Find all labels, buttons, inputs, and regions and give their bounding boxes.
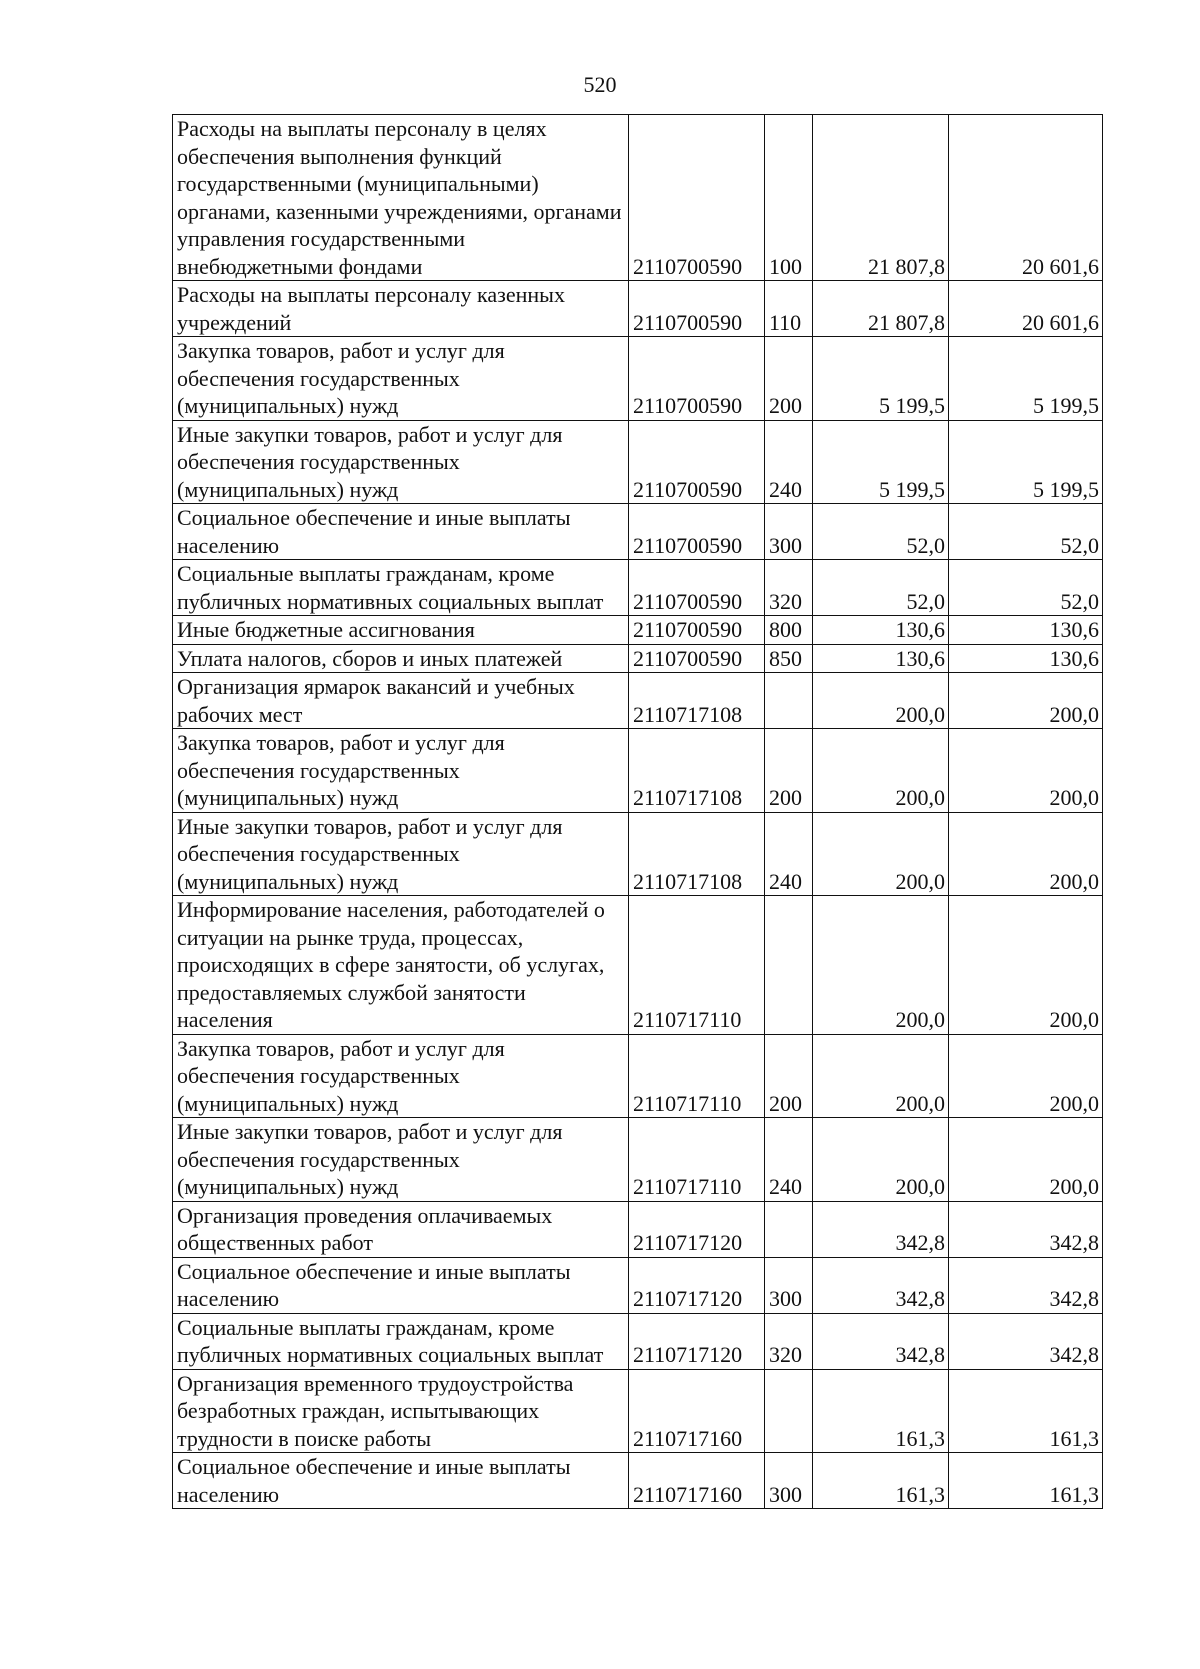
- table-row: [173, 337, 1103, 421]
- expense-type-cell: 300: [765, 1257, 813, 1313]
- amount-first-cell: 130,6: [813, 616, 949, 645]
- expense-name-cell: Организация ярмарок вакансий и учебных рабочих мест: [173, 673, 629, 729]
- table-row: [173, 729, 1103, 813]
- expense-name-cell: Расходы на выплаты персоналу казенных учреждений: [173, 281, 629, 337]
- expense-name-cell: Организация временного трудоустройства безработных граждан, испытывающих трудности в поиске работы: [173, 1369, 629, 1453]
- expense-name-cell: Организация проведения оплачиваемых общественных работ: [173, 1201, 629, 1257]
- amount-first-cell: 5 199,5: [813, 337, 949, 421]
- amount-second-cell: 5 199,5: [949, 337, 1103, 421]
- expense-type-cell: 240: [765, 420, 813, 504]
- amount-first-cell: 200,0: [813, 1034, 949, 1118]
- expense-name-cell: Закупка товаров, работ и услуг для обеспечения государственных (муниципальных) нужд: [173, 337, 629, 421]
- table-row: [173, 1034, 1103, 1118]
- table-row: [173, 115, 1103, 281]
- target-code-cell: 2110700590: [629, 644, 765, 673]
- expense-type-cell: 320: [765, 560, 813, 616]
- amount-first-cell: 21 807,8: [813, 281, 949, 337]
- target-code-cell: 2110717120: [629, 1201, 765, 1257]
- table-row: [173, 812, 1103, 896]
- amount-second-cell: 52,0: [949, 504, 1103, 560]
- amount-second-cell: 200,0: [949, 812, 1103, 896]
- target-code-cell: 2110717108: [629, 812, 765, 896]
- amount-second-cell: 5 199,5: [949, 420, 1103, 504]
- amount-second-cell: 200,0: [949, 729, 1103, 813]
- amount-first-cell: 342,8: [813, 1201, 949, 1257]
- table-row: [173, 896, 1103, 1035]
- amount-first-cell: 342,8: [813, 1257, 949, 1313]
- expense-type-cell: 200: [765, 337, 813, 421]
- amount-second-cell: 200,0: [949, 896, 1103, 1035]
- target-code-cell: 2110717160: [629, 1369, 765, 1453]
- expense-name-cell: Иные закупки товаров, работ и услуг для обеспечения государственных (муниципальных) нужд: [173, 420, 629, 504]
- expense-name-cell: Иные закупки товаров, работ и услуг для обеспечения государственных (муниципальных) нужд: [173, 1118, 629, 1202]
- amount-second-cell: 342,8: [949, 1313, 1103, 1369]
- target-code-cell: 2110700590: [629, 420, 765, 504]
- amount-first-cell: 161,3: [813, 1453, 949, 1509]
- target-code-cell: 2110700590: [629, 616, 765, 645]
- amount-first-cell: 200,0: [813, 1118, 949, 1202]
- amount-first-cell: 52,0: [813, 504, 949, 560]
- expense-type-cell: [765, 1201, 813, 1257]
- amount-second-cell: 161,3: [949, 1369, 1103, 1453]
- target-code-cell: 2110717110: [629, 1118, 765, 1202]
- table-row: [173, 560, 1103, 616]
- expense-name-cell: Социальное обеспечение и иные выплаты населению: [173, 504, 629, 560]
- expense-type-cell: 800: [765, 616, 813, 645]
- table-row: [173, 1369, 1103, 1453]
- target-code-cell: 2110700590: [629, 281, 765, 337]
- expense-name-cell: Иные бюджетные ассигнования: [173, 616, 629, 645]
- target-code-cell: 2110717108: [629, 673, 765, 729]
- expense-type-cell: 240: [765, 1118, 813, 1202]
- expense-type-cell: 100: [765, 115, 813, 281]
- expense-type-cell: [765, 673, 813, 729]
- table-row: [173, 420, 1103, 504]
- target-code-cell: 2110700590: [629, 337, 765, 421]
- table-row: [173, 1257, 1103, 1313]
- expense-type-cell: 320: [765, 1313, 813, 1369]
- expense-name-cell: Закупка товаров, работ и услуг для обеспечения государственных (муниципальных) нужд: [173, 1034, 629, 1118]
- target-code-cell: 2110700590: [629, 504, 765, 560]
- expense-name-cell: Информирование населения, работодателей о ситуации на рынке труда, процессах, происходящих в сфере занятости, об услугах, предоставляемых службой занятости населения: [173, 896, 629, 1035]
- target-code-cell: 2110700590: [629, 560, 765, 616]
- table-row: [173, 1118, 1103, 1202]
- amount-first-cell: 161,3: [813, 1369, 949, 1453]
- target-code-cell: 2110717108: [629, 729, 765, 813]
- expense-name-cell: Социальное обеспечение и иные выплаты населению: [173, 1257, 629, 1313]
- target-code-cell: 2110717120: [629, 1313, 765, 1369]
- table-row: [173, 1201, 1103, 1257]
- table-body: [173, 115, 1103, 1509]
- amount-second-cell: 20 601,6: [949, 281, 1103, 337]
- amount-second-cell: 200,0: [949, 673, 1103, 729]
- table-row: [173, 673, 1103, 729]
- amount-first-cell: 342,8: [813, 1313, 949, 1369]
- amount-second-cell: 20 601,6: [949, 115, 1103, 281]
- table-row: [173, 504, 1103, 560]
- expense-name-cell: Социальные выплаты гражданам, кроме публичных нормативных социальных выплат: [173, 1313, 629, 1369]
- expense-name-cell: Иные закупки товаров, работ и услуг для обеспечения государственных (муниципальных) нужд: [173, 812, 629, 896]
- expense-type-cell: 300: [765, 1453, 813, 1509]
- expense-type-cell: 850: [765, 644, 813, 673]
- amount-first-cell: 52,0: [813, 560, 949, 616]
- amount-second-cell: 130,6: [949, 644, 1103, 673]
- expense-type-cell: 300: [765, 504, 813, 560]
- budget-table: [172, 114, 1103, 1509]
- amount-first-cell: 21 807,8: [813, 115, 949, 281]
- target-code-cell: 2110717120: [629, 1257, 765, 1313]
- amount-second-cell: 200,0: [949, 1034, 1103, 1118]
- amount-second-cell: 342,8: [949, 1201, 1103, 1257]
- target-code-cell: 2110700590: [629, 115, 765, 281]
- table-row: [173, 1453, 1103, 1509]
- amount-second-cell: 52,0: [949, 560, 1103, 616]
- amount-first-cell: 200,0: [813, 729, 949, 813]
- expense-type-cell: [765, 896, 813, 1035]
- amount-first-cell: 200,0: [813, 673, 949, 729]
- amount-first-cell: 130,6: [813, 644, 949, 673]
- target-code-cell: 2110717110: [629, 896, 765, 1035]
- table-row: [173, 616, 1103, 645]
- expense-type-cell: 110: [765, 281, 813, 337]
- amount-first-cell: 5 199,5: [813, 420, 949, 504]
- expense-type-cell: 240: [765, 812, 813, 896]
- expense-name-cell: Социальные выплаты гражданам, кроме публичных нормативных социальных выплат: [173, 560, 629, 616]
- table-row: [173, 644, 1103, 673]
- amount-first-cell: 200,0: [813, 812, 949, 896]
- expense-name-cell: Социальное обеспечение и иные выплаты населению: [173, 1453, 629, 1509]
- table-row: [173, 281, 1103, 337]
- expense-name-cell: Уплата налогов, сборов и иных платежей: [173, 644, 629, 673]
- expense-type-cell: [765, 1369, 813, 1453]
- expense-type-cell: 200: [765, 729, 813, 813]
- expense-type-cell: 200: [765, 1034, 813, 1118]
- expense-name-cell: Расходы на выплаты персоналу в целях обеспечения выполнения функций государственными (муниципальными) органами, казенными учреждениями, органами управления государственными внебюджетными фондами: [173, 115, 629, 281]
- amount-second-cell: 342,8: [949, 1257, 1103, 1313]
- target-code-cell: 2110717160: [629, 1453, 765, 1509]
- page-number: 520: [583, 72, 617, 97]
- amount-first-cell: 200,0: [813, 896, 949, 1035]
- amount-second-cell: 200,0: [949, 1118, 1103, 1202]
- target-code-cell: 2110717110: [629, 1034, 765, 1118]
- table-row: [173, 1313, 1103, 1369]
- amount-second-cell: 130,6: [949, 616, 1103, 645]
- amount-second-cell: 161,3: [949, 1453, 1103, 1509]
- expense-name-cell: Закупка товаров, работ и услуг для обеспечения государственных (муниципальных) нужд: [173, 729, 629, 813]
